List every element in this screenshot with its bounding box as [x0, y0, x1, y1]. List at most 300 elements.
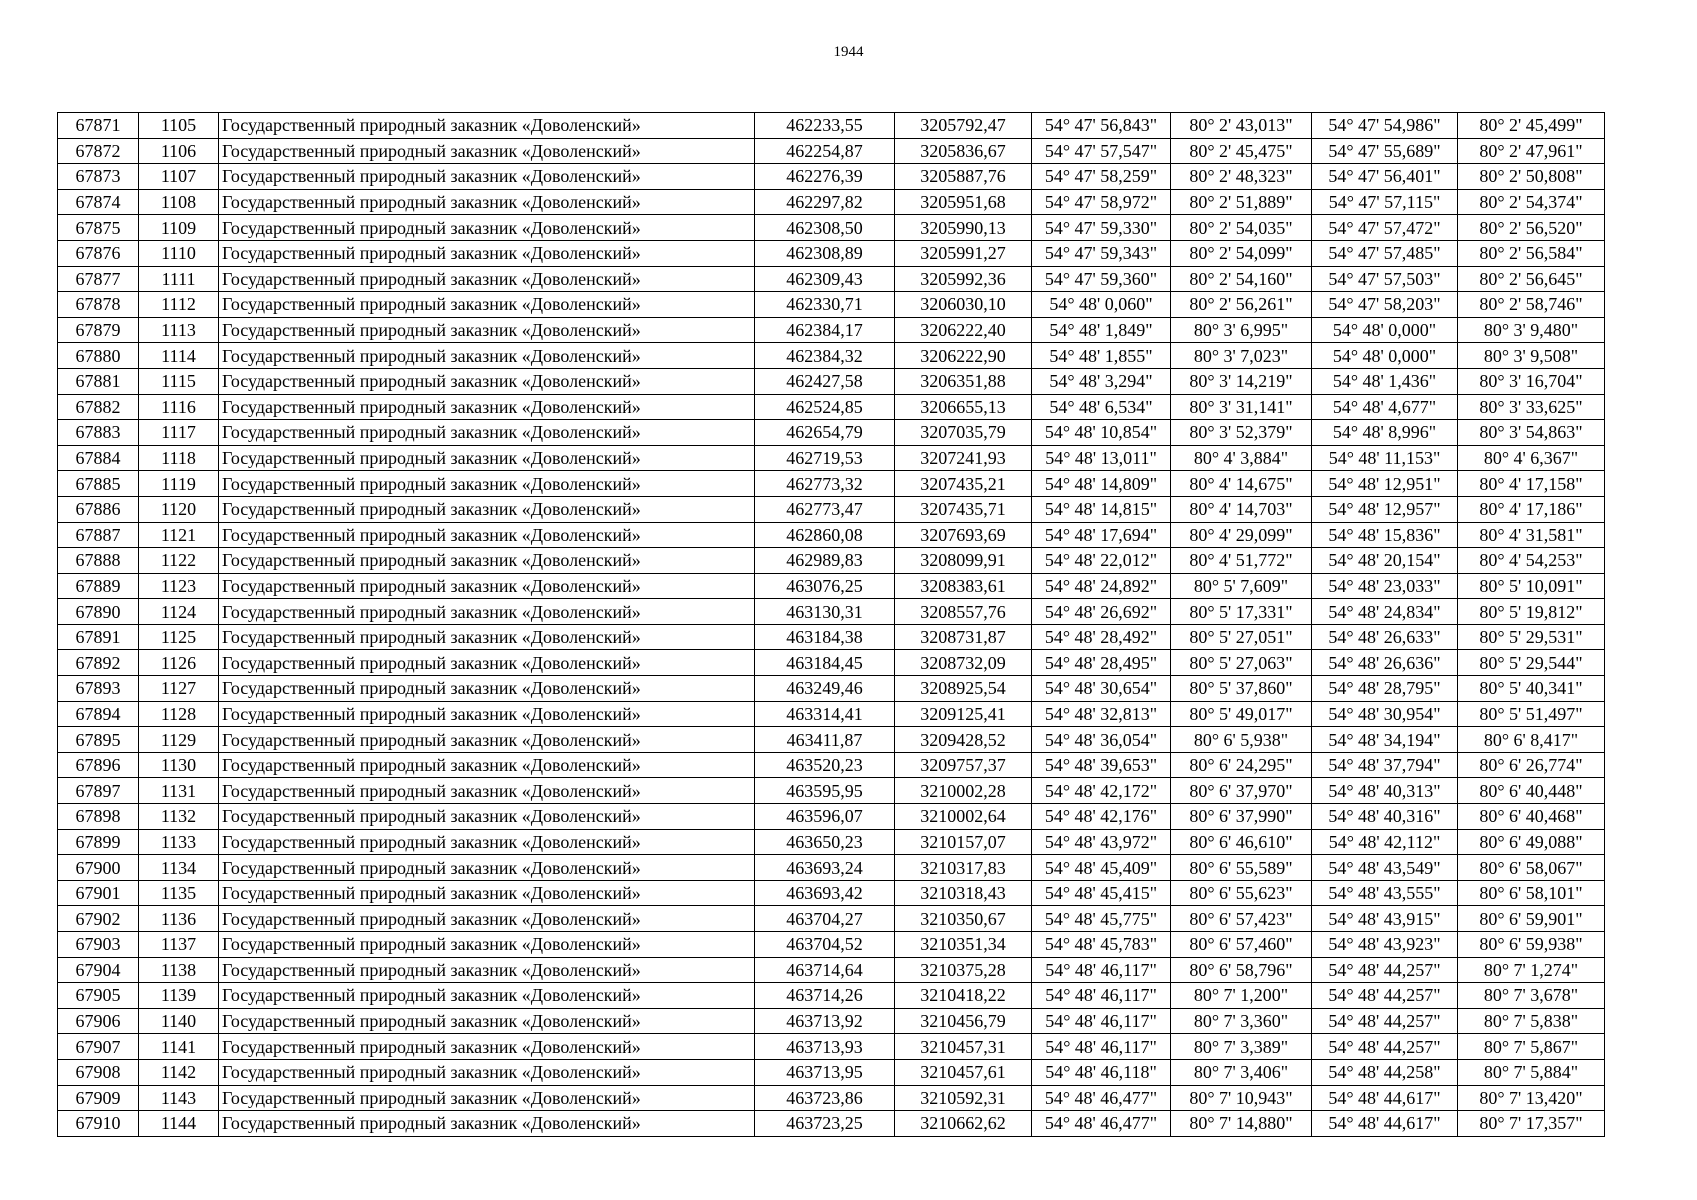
latitude-msk-cell: 54° 47' 59,343" [1032, 240, 1171, 266]
longitude-msk-cell: 80° 6' 24,295" [1171, 752, 1312, 778]
record-number-cell: 67902 [58, 906, 139, 932]
longitude-msk-cell: 80° 7' 3,360" [1171, 1008, 1312, 1034]
y-coordinate-cell: 3207035,79 [895, 420, 1032, 446]
point-number-cell: 1144 [139, 1111, 219, 1137]
record-number-cell: 67906 [58, 1008, 139, 1034]
object-name-cell: Государственный природный заказник «Доволенский» [219, 420, 755, 446]
table-row [58, 650, 1605, 676]
latitude-msk-cell: 54° 48' 24,892" [1032, 573, 1171, 599]
object-name-cell: Государственный природный заказник «Доволенский» [219, 496, 755, 522]
record-number-cell: 67898 [58, 804, 139, 830]
x-coordinate-cell: 463714,26 [755, 983, 895, 1009]
latitude-msk-cell: 54° 48' 42,172" [1032, 778, 1171, 804]
table-row [58, 701, 1605, 727]
latitude-msk-cell: 54° 48' 1,855" [1032, 343, 1171, 369]
table-row [58, 957, 1605, 983]
latitude-wgs-cell: 54° 48' 15,836" [1312, 522, 1458, 548]
latitude-wgs-cell: 54° 48' 43,549" [1312, 855, 1458, 881]
latitude-wgs-cell: 54° 48' 11,153" [1312, 445, 1458, 471]
page-number: 1944 [833, 44, 864, 60]
latitude-wgs-cell: 54° 47' 56,401" [1312, 164, 1458, 190]
latitude-wgs-cell: 54° 48' 44,258" [1312, 1059, 1458, 1085]
table-row [58, 266, 1605, 292]
latitude-wgs-cell: 54° 48' 37,794" [1312, 752, 1458, 778]
point-number-cell: 1143 [139, 1085, 219, 1111]
point-number-cell: 1139 [139, 983, 219, 1009]
longitude-msk-cell: 80° 4' 51,772" [1171, 548, 1312, 574]
point-number-cell: 1135 [139, 880, 219, 906]
point-number-cell: 1141 [139, 1034, 219, 1060]
longitude-wgs-cell: 80° 2' 50,808" [1458, 164, 1605, 190]
x-coordinate-cell: 463704,52 [755, 932, 895, 958]
longitude-msk-cell: 80° 4' 29,099" [1171, 522, 1312, 548]
longitude-wgs-cell: 80° 7' 17,357" [1458, 1111, 1605, 1137]
point-number-cell: 1124 [139, 599, 219, 625]
longitude-wgs-cell: 80° 5' 51,497" [1458, 701, 1605, 727]
longitude-wgs-cell: 80° 6' 40,468" [1458, 804, 1605, 830]
point-number-cell: 1117 [139, 420, 219, 446]
y-coordinate-cell: 3209125,41 [895, 701, 1032, 727]
longitude-wgs-cell: 80° 7' 5,884" [1458, 1059, 1605, 1085]
x-coordinate-cell: 463595,95 [755, 778, 895, 804]
object-name-cell: Государственный природный заказник «Доволенский» [219, 573, 755, 599]
table-row [58, 624, 1605, 650]
longitude-msk-cell: 80° 2' 51,889" [1171, 189, 1312, 215]
y-coordinate-cell: 3207435,71 [895, 496, 1032, 522]
y-coordinate-cell: 3205887,76 [895, 164, 1032, 190]
longitude-wgs-cell: 80° 5' 29,531" [1458, 624, 1605, 650]
longitude-wgs-cell: 80° 6' 8,417" [1458, 727, 1605, 753]
x-coordinate-cell: 463184,38 [755, 624, 895, 650]
longitude-msk-cell: 80° 6' 57,423" [1171, 906, 1312, 932]
latitude-wgs-cell: 54° 48' 44,257" [1312, 957, 1458, 983]
record-number-cell: 67897 [58, 778, 139, 804]
object-name-cell: Государственный природный заказник «Доволенский» [219, 1008, 755, 1034]
y-coordinate-cell: 3205992,36 [895, 266, 1032, 292]
object-name-cell: Государственный природный заказник «Доволенский» [219, 138, 755, 164]
record-number-cell: 67884 [58, 445, 139, 471]
latitude-msk-cell: 54° 48' 30,654" [1032, 676, 1171, 702]
table-row [58, 445, 1605, 471]
longitude-wgs-cell: 80° 2' 58,746" [1458, 292, 1605, 318]
object-name-cell: Государственный природный заказник «Доволенский» [219, 471, 755, 497]
latitude-wgs-cell: 54° 48' 42,112" [1312, 829, 1458, 855]
latitude-wgs-cell: 54° 48' 44,617" [1312, 1111, 1458, 1137]
x-coordinate-cell: 463411,87 [755, 727, 895, 753]
x-coordinate-cell: 462427,58 [755, 368, 895, 394]
record-number-cell: 67899 [58, 829, 139, 855]
x-coordinate-cell: 462524,85 [755, 394, 895, 420]
latitude-msk-cell: 54° 48' 42,176" [1032, 804, 1171, 830]
x-coordinate-cell: 462276,39 [755, 164, 895, 190]
table-row [58, 932, 1605, 958]
latitude-msk-cell: 54° 47' 58,972" [1032, 189, 1171, 215]
record-number-cell: 67903 [58, 932, 139, 958]
latitude-wgs-cell: 54° 48' 44,257" [1312, 1034, 1458, 1060]
latitude-msk-cell: 54° 48' 6,534" [1032, 394, 1171, 420]
latitude-wgs-cell: 54° 48' 23,033" [1312, 573, 1458, 599]
point-number-cell: 1131 [139, 778, 219, 804]
x-coordinate-cell: 463130,31 [755, 599, 895, 625]
point-number-cell: 1116 [139, 394, 219, 420]
y-coordinate-cell: 3206655,13 [895, 394, 1032, 420]
table-row [58, 855, 1605, 881]
table-row [58, 292, 1605, 318]
latitude-wgs-cell: 54° 48' 28,795" [1312, 676, 1458, 702]
longitude-wgs-cell: 80° 6' 58,101" [1458, 880, 1605, 906]
point-number-cell: 1142 [139, 1059, 219, 1085]
point-number-cell: 1127 [139, 676, 219, 702]
y-coordinate-cell: 3210317,83 [895, 855, 1032, 881]
latitude-msk-cell: 54° 48' 3,294" [1032, 368, 1171, 394]
longitude-msk-cell: 80° 7' 10,943" [1171, 1085, 1312, 1111]
y-coordinate-cell: 3205991,27 [895, 240, 1032, 266]
table-row [58, 906, 1605, 932]
latitude-wgs-cell: 54° 48' 43,923" [1312, 932, 1458, 958]
longitude-msk-cell: 80° 5' 27,063" [1171, 650, 1312, 676]
longitude-msk-cell: 80° 6' 55,589" [1171, 855, 1312, 881]
y-coordinate-cell: 3208731,87 [895, 624, 1032, 650]
record-number-cell: 67886 [58, 496, 139, 522]
x-coordinate-cell: 463714,64 [755, 957, 895, 983]
longitude-msk-cell: 80° 5' 37,860" [1171, 676, 1312, 702]
longitude-wgs-cell: 80° 6' 59,938" [1458, 932, 1605, 958]
object-name-cell: Государственный природный заказник «Доволенский» [219, 804, 755, 830]
x-coordinate-cell: 463249,46 [755, 676, 895, 702]
longitude-msk-cell: 80° 5' 49,017" [1171, 701, 1312, 727]
point-number-cell: 1106 [139, 138, 219, 164]
record-number-cell: 67892 [58, 650, 139, 676]
table-row [58, 394, 1605, 420]
record-number-cell: 67881 [58, 368, 139, 394]
latitude-msk-cell: 54° 48' 14,815" [1032, 496, 1171, 522]
longitude-wgs-cell: 80° 3' 54,863" [1458, 420, 1605, 446]
record-number-cell: 67880 [58, 343, 139, 369]
x-coordinate-cell: 463520,23 [755, 752, 895, 778]
point-number-cell: 1113 [139, 317, 219, 343]
longitude-msk-cell: 80° 2' 48,323" [1171, 164, 1312, 190]
record-number-cell: 67885 [58, 471, 139, 497]
table-row [58, 804, 1605, 830]
point-number-cell: 1107 [139, 164, 219, 190]
point-number-cell: 1123 [139, 573, 219, 599]
object-name-cell: Государственный природный заказник «Доволенский» [219, 599, 755, 625]
record-number-cell: 67883 [58, 420, 139, 446]
latitude-msk-cell: 54° 48' 46,477" [1032, 1111, 1171, 1137]
object-name-cell: Государственный природный заказник «Доволенский» [219, 650, 755, 676]
record-number-cell: 67894 [58, 701, 139, 727]
object-name-cell: Государственный природный заказник «Доволенский» [219, 164, 755, 190]
point-number-cell: 1138 [139, 957, 219, 983]
table-row [58, 496, 1605, 522]
point-number-cell: 1110 [139, 240, 219, 266]
y-coordinate-cell: 3208099,91 [895, 548, 1032, 574]
y-coordinate-cell: 3210592,31 [895, 1085, 1032, 1111]
latitude-wgs-cell: 54° 48' 43,915" [1312, 906, 1458, 932]
table-row [58, 522, 1605, 548]
point-number-cell: 1137 [139, 932, 219, 958]
longitude-msk-cell: 80° 5' 27,051" [1171, 624, 1312, 650]
longitude-msk-cell: 80° 2' 56,261" [1171, 292, 1312, 318]
table-row [58, 368, 1605, 394]
record-number-cell: 67905 [58, 983, 139, 1009]
x-coordinate-cell: 463596,07 [755, 804, 895, 830]
latitude-wgs-cell: 54° 48' 40,313" [1312, 778, 1458, 804]
longitude-wgs-cell: 80° 5' 10,091" [1458, 573, 1605, 599]
longitude-wgs-cell: 80° 2' 56,645" [1458, 266, 1605, 292]
longitude-msk-cell: 80° 2' 54,160" [1171, 266, 1312, 292]
table-row [58, 752, 1605, 778]
longitude-msk-cell: 80° 2' 54,035" [1171, 215, 1312, 241]
y-coordinate-cell: 3210350,67 [895, 906, 1032, 932]
object-name-cell: Государственный природный заказник «Доволенский» [219, 113, 755, 139]
latitude-msk-cell: 54° 48' 39,653" [1032, 752, 1171, 778]
object-name-cell: Государственный природный заказник «Доволенский» [219, 829, 755, 855]
object-name-cell: Государственный природный заказник «Доволенский» [219, 522, 755, 548]
table-body [58, 113, 1605, 1137]
record-number-cell: 67873 [58, 164, 139, 190]
latitude-wgs-cell: 54° 47' 57,503" [1312, 266, 1458, 292]
table-row [58, 471, 1605, 497]
latitude-wgs-cell: 54° 48' 20,154" [1312, 548, 1458, 574]
latitude-msk-cell: 54° 48' 17,694" [1032, 522, 1171, 548]
record-number-cell: 67871 [58, 113, 139, 139]
longitude-msk-cell: 80° 7' 14,880" [1171, 1111, 1312, 1137]
object-name-cell: Государственный природный заказник «Доволенский» [219, 932, 755, 958]
latitude-wgs-cell: 54° 48' 43,555" [1312, 880, 1458, 906]
latitude-wgs-cell: 54° 48' 0,000" [1312, 317, 1458, 343]
object-name-cell: Государственный природный заказник «Доволенский» [219, 266, 755, 292]
longitude-msk-cell: 80° 3' 6,995" [1171, 317, 1312, 343]
x-coordinate-cell: 463076,25 [755, 573, 895, 599]
object-name-cell: Государственный природный заказник «Доволенский» [219, 343, 755, 369]
longitude-wgs-cell: 80° 4' 31,581" [1458, 522, 1605, 548]
object-name-cell: Государственный природный заказник «Доволенский» [219, 1034, 755, 1060]
record-number-cell: 67878 [58, 292, 139, 318]
latitude-msk-cell: 54° 48' 45,775" [1032, 906, 1171, 932]
longitude-msk-cell: 80° 6' 37,990" [1171, 804, 1312, 830]
x-coordinate-cell: 462384,32 [755, 343, 895, 369]
latitude-msk-cell: 54° 48' 46,118" [1032, 1059, 1171, 1085]
table-row [58, 1008, 1605, 1034]
longitude-msk-cell: 80° 2' 45,475" [1171, 138, 1312, 164]
object-name-cell: Государственный природный заказник «Доволенский» [219, 778, 755, 804]
latitude-msk-cell: 54° 48' 46,477" [1032, 1085, 1171, 1111]
latitude-msk-cell: 54° 48' 32,813" [1032, 701, 1171, 727]
record-number-cell: 67874 [58, 189, 139, 215]
x-coordinate-cell: 463693,42 [755, 880, 895, 906]
y-coordinate-cell: 3210457,61 [895, 1059, 1032, 1085]
object-name-cell: Государственный природный заказник «Доволенский» [219, 215, 755, 241]
x-coordinate-cell: 462384,17 [755, 317, 895, 343]
latitude-wgs-cell: 54° 48' 0,000" [1312, 343, 1458, 369]
longitude-wgs-cell: 80° 3' 16,704" [1458, 368, 1605, 394]
object-name-cell: Государственный природный заказник «Доволенский» [219, 880, 755, 906]
point-number-cell: 1125 [139, 624, 219, 650]
latitude-msk-cell: 54° 48' 46,117" [1032, 1034, 1171, 1060]
latitude-msk-cell: 54° 48' 1,849" [1032, 317, 1171, 343]
object-name-cell: Государственный природный заказник «Доволенский» [219, 906, 755, 932]
object-name-cell: Государственный природный заказник «Доволенский» [219, 240, 755, 266]
object-name-cell: Государственный природный заказник «Доволенский» [219, 394, 755, 420]
longitude-wgs-cell: 80° 3' 33,625" [1458, 394, 1605, 420]
longitude-wgs-cell: 80° 6' 26,774" [1458, 752, 1605, 778]
x-coordinate-cell: 462773,32 [755, 471, 895, 497]
table-row [58, 189, 1605, 215]
latitude-msk-cell: 54° 48' 28,495" [1032, 650, 1171, 676]
latitude-msk-cell: 54° 48' 46,117" [1032, 983, 1171, 1009]
point-number-cell: 1130 [139, 752, 219, 778]
table-row [58, 829, 1605, 855]
record-number-cell: 67893 [58, 676, 139, 702]
y-coordinate-cell: 3206351,88 [895, 368, 1032, 394]
table-row [58, 727, 1605, 753]
longitude-msk-cell: 80° 3' 31,141" [1171, 394, 1312, 420]
longitude-wgs-cell: 80° 5' 40,341" [1458, 676, 1605, 702]
latitude-msk-cell: 54° 48' 22,012" [1032, 548, 1171, 574]
longitude-wgs-cell: 80° 2' 47,961" [1458, 138, 1605, 164]
latitude-wgs-cell: 54° 48' 24,834" [1312, 599, 1458, 625]
table-row [58, 113, 1605, 139]
y-coordinate-cell: 3210351,34 [895, 932, 1032, 958]
record-number-cell: 67910 [58, 1111, 139, 1137]
record-number-cell: 67875 [58, 215, 139, 241]
latitude-msk-cell: 54° 48' 45,415" [1032, 880, 1171, 906]
latitude-wgs-cell: 54° 48' 40,316" [1312, 804, 1458, 830]
longitude-msk-cell: 80° 6' 55,623" [1171, 880, 1312, 906]
longitude-wgs-cell: 80° 6' 58,067" [1458, 855, 1605, 881]
table-row [58, 880, 1605, 906]
latitude-msk-cell: 54° 48' 14,809" [1032, 471, 1171, 497]
longitude-wgs-cell: 80° 2' 45,499" [1458, 113, 1605, 139]
record-number-cell: 67895 [58, 727, 139, 753]
table-row [58, 1085, 1605, 1111]
x-coordinate-cell: 462773,47 [755, 496, 895, 522]
x-coordinate-cell: 462308,50 [755, 215, 895, 241]
point-number-cell: 1112 [139, 292, 219, 318]
x-coordinate-cell: 463723,25 [755, 1111, 895, 1137]
x-coordinate-cell: 463650,23 [755, 829, 895, 855]
object-name-cell: Государственный природный заказник «Доволенский» [219, 855, 755, 881]
longitude-wgs-cell: 80° 7' 3,678" [1458, 983, 1605, 1009]
longitude-wgs-cell: 80° 2' 56,520" [1458, 215, 1605, 241]
table-row [58, 548, 1605, 574]
record-number-cell: 67904 [58, 957, 139, 983]
latitude-wgs-cell: 54° 48' 26,636" [1312, 650, 1458, 676]
y-coordinate-cell: 3207693,69 [895, 522, 1032, 548]
object-name-cell: Государственный природный заказник «Доволенский» [219, 1111, 755, 1137]
longitude-msk-cell: 80° 7' 3,406" [1171, 1059, 1312, 1085]
record-number-cell: 67882 [58, 394, 139, 420]
table-row [58, 215, 1605, 241]
x-coordinate-cell: 462330,71 [755, 292, 895, 318]
x-coordinate-cell: 462254,87 [755, 138, 895, 164]
y-coordinate-cell: 3210457,31 [895, 1034, 1032, 1060]
table-row [58, 420, 1605, 446]
longitude-msk-cell: 80° 3' 52,379" [1171, 420, 1312, 446]
latitude-wgs-cell: 54° 48' 26,633" [1312, 624, 1458, 650]
point-number-cell: 1132 [139, 804, 219, 830]
x-coordinate-cell: 463693,24 [755, 855, 895, 881]
latitude-wgs-cell: 54° 47' 55,689" [1312, 138, 1458, 164]
record-number-cell: 67901 [58, 880, 139, 906]
point-number-cell: 1105 [139, 113, 219, 139]
longitude-msk-cell: 80° 2' 43,013" [1171, 113, 1312, 139]
latitude-wgs-cell: 54° 47' 54,986" [1312, 113, 1458, 139]
y-coordinate-cell: 3206222,90 [895, 343, 1032, 369]
longitude-wgs-cell: 80° 2' 54,374" [1458, 189, 1605, 215]
object-name-cell: Государственный природный заказник «Доволенский» [219, 676, 755, 702]
y-coordinate-cell: 3209428,52 [895, 727, 1032, 753]
x-coordinate-cell: 462654,79 [755, 420, 895, 446]
object-name-cell: Государственный природный заказник «Доволенский» [219, 548, 755, 574]
object-name-cell: Государственный природный заказник «Доволенский» [219, 727, 755, 753]
latitude-msk-cell: 54° 47' 56,843" [1032, 113, 1171, 139]
record-number-cell: 67890 [58, 599, 139, 625]
record-number-cell: 67907 [58, 1034, 139, 1060]
latitude-msk-cell: 54° 47' 58,259" [1032, 164, 1171, 190]
point-number-cell: 1108 [139, 189, 219, 215]
longitude-msk-cell: 80° 5' 7,609" [1171, 573, 1312, 599]
x-coordinate-cell: 462719,53 [755, 445, 895, 471]
latitude-wgs-cell: 54° 48' 12,957" [1312, 496, 1458, 522]
longitude-wgs-cell: 80° 2' 56,584" [1458, 240, 1605, 266]
longitude-msk-cell: 80° 6' 57,460" [1171, 932, 1312, 958]
table-row [58, 343, 1605, 369]
point-number-cell: 1121 [139, 522, 219, 548]
longitude-msk-cell: 80° 6' 5,938" [1171, 727, 1312, 753]
longitude-wgs-cell: 80° 4' 17,158" [1458, 471, 1605, 497]
table-row [58, 164, 1605, 190]
record-number-cell: 67909 [58, 1085, 139, 1111]
object-name-cell: Государственный природный заказник «Доволенский» [219, 1059, 755, 1085]
latitude-wgs-cell: 54° 47' 57,485" [1312, 240, 1458, 266]
y-coordinate-cell: 3205990,13 [895, 215, 1032, 241]
object-name-cell: Государственный природный заказник «Доволенский» [219, 445, 755, 471]
point-number-cell: 1114 [139, 343, 219, 369]
point-number-cell: 1115 [139, 368, 219, 394]
record-number-cell: 67896 [58, 752, 139, 778]
latitude-msk-cell: 54° 47' 57,547" [1032, 138, 1171, 164]
point-number-cell: 1111 [139, 266, 219, 292]
latitude-wgs-cell: 54° 48' 8,996" [1312, 420, 1458, 446]
latitude-wgs-cell: 54° 48' 44,617" [1312, 1085, 1458, 1111]
longitude-msk-cell: 80° 5' 17,331" [1171, 599, 1312, 625]
latitude-wgs-cell: 54° 48' 34,194" [1312, 727, 1458, 753]
object-name-cell: Государственный природный заказник «Доволенский» [219, 317, 755, 343]
latitude-msk-cell: 54° 48' 36,054" [1032, 727, 1171, 753]
x-coordinate-cell: 462309,43 [755, 266, 895, 292]
y-coordinate-cell: 3210002,64 [895, 804, 1032, 830]
longitude-wgs-cell: 80° 5' 29,544" [1458, 650, 1605, 676]
latitude-msk-cell: 54° 48' 13,011" [1032, 445, 1171, 471]
table-row [58, 599, 1605, 625]
point-number-cell: 1122 [139, 548, 219, 574]
longitude-msk-cell: 80° 7' 3,389" [1171, 1034, 1312, 1060]
longitude-wgs-cell: 80° 5' 19,812" [1458, 599, 1605, 625]
longitude-msk-cell: 80° 6' 58,796" [1171, 957, 1312, 983]
y-coordinate-cell: 3205836,67 [895, 138, 1032, 164]
y-coordinate-cell: 3210456,79 [895, 1008, 1032, 1034]
record-number-cell: 67876 [58, 240, 139, 266]
y-coordinate-cell: 3205792,47 [895, 113, 1032, 139]
object-name-cell: Государственный природный заказник «Доволенский» [219, 292, 755, 318]
point-number-cell: 1129 [139, 727, 219, 753]
x-coordinate-cell: 463723,86 [755, 1085, 895, 1111]
longitude-msk-cell: 80° 4' 3,884" [1171, 445, 1312, 471]
object-name-cell: Государственный природный заказник «Доволенский» [219, 957, 755, 983]
y-coordinate-cell: 3208925,54 [895, 676, 1032, 702]
